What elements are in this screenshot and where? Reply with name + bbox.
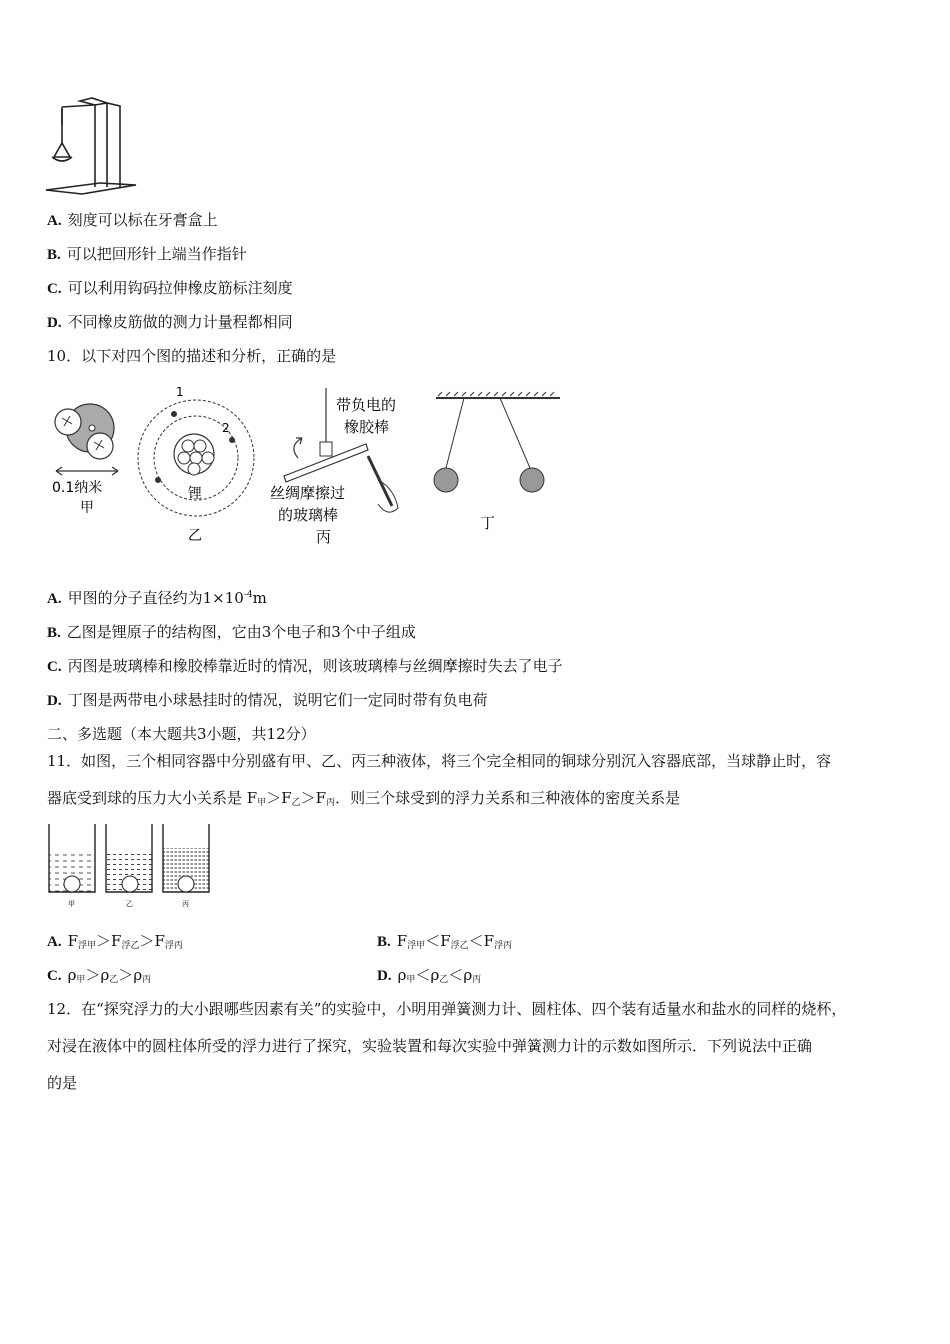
- container-jia: [49, 824, 95, 908]
- q11-stem-line1: 11．如图，三个相同容器中分别盛有甲、乙、丙三种液体，将三个完全相同的铜球分别沉入容器底部，当球静止时，容: [47, 752, 832, 770]
- q10-option-d: D. 丁图是两带电小球悬挂时的情况，说明它们一定同时带有负电荷: [47, 691, 488, 709]
- q10-option-c: C. 丙图是玻璃棒和橡胶棒靠近时的情况，则该玻璃棒与丝绸摩擦时失去了电子: [47, 657, 563, 675]
- q11-stem-line2: 器底受到球的压力大小关系是 $F_甲>F_乙>F_丙$．则三个球受到的浮力关系和三种液体的密度关系是: [47, 789, 681, 808]
- q11-option-b: B. $F_{浮甲}<F_{浮乙}<F_{浮丙}$: [377, 932, 513, 951]
- container-bing: [163, 824, 209, 908]
- q10-figure: [48, 380, 568, 552]
- section-2-title: 二、多选题（本大题共3小题，共12分）: [47, 725, 316, 743]
- ding-name: 丁: [480, 514, 496, 532]
- yi-name: 乙: [188, 528, 202, 544]
- jia-scale-label: 0.1纳米: [52, 480, 103, 496]
- q9-option-c: C. 可以利用钩码拉伸橡皮筋标注刻度: [47, 279, 293, 297]
- q10-option-b: B. 乙图是锂原子的结构图，它由3个电子和3个中子组成: [47, 623, 416, 641]
- rods-diagram: [270, 388, 398, 546]
- container-jia-label: 甲: [68, 900, 75, 908]
- q9-option-b: B. 可以把回形针上端当作指针: [47, 245, 247, 263]
- yi-ring1-label: 1: [176, 385, 184, 399]
- q12-line1: 12．在“探究浮力的大小跟哪些因素有关”的实验中，小明用弹簧测力计、圆柱体、四个装有适量水和盐水的同样的烧杯，: [47, 1000, 847, 1018]
- atom-diagram: [138, 385, 254, 544]
- bing-rod-label-2: 橡胶棒: [344, 418, 390, 436]
- q12-line3: 的是: [47, 1074, 78, 1092]
- molecule-diagram: [52, 404, 118, 516]
- q11-option-d: D. $\rho_甲<\rho_乙<\rho_丙$: [377, 966, 482, 985]
- q10-stem: 10．以下对四个图的描述和分析，正确的是: [47, 347, 337, 365]
- bing-rod-label-1: 带负电的: [336, 396, 397, 414]
- yi-ring2-label: 2: [222, 421, 230, 435]
- q11-option-c: C. $\rho_甲>\rho_乙>\rho_丙$: [47, 966, 152, 985]
- bing-name: 丙: [316, 528, 332, 546]
- bing-glass-label-2: 的玻璃棒: [278, 506, 339, 524]
- container-yi: [106, 824, 152, 908]
- yi-atom-label: 锂: [188, 486, 202, 502]
- q10-option-a: A. 甲图的分子直径约为$1\times 10^{-4}m$: [47, 589, 267, 607]
- q11-containers-figure: [46, 822, 214, 910]
- container-bing-label: 丙: [182, 900, 189, 908]
- q9-option-a: A. 刻度可以标在牙膏盒上: [47, 211, 218, 229]
- q9-option-d: D. 不同橡皮筋做的测力计量程都相同: [47, 313, 293, 331]
- q12-line2: 对浸在液体中的圆柱体所受的浮力进行了探究，实验装置和每次实验中弹簧测力计的示数如图所示．下列说法中正确: [47, 1037, 813, 1055]
- q9-apparatus-figure: [40, 95, 150, 200]
- container-yi-label: 乙: [126, 900, 133, 908]
- bing-glass-label-1: 丝绸摩擦过: [270, 484, 346, 502]
- jia-name: 甲: [80, 500, 94, 516]
- balls-diagram: [434, 392, 560, 532]
- q11-option-a: A. $F_{浮甲}>F_{浮乙}>F_{浮丙}$: [47, 932, 183, 951]
